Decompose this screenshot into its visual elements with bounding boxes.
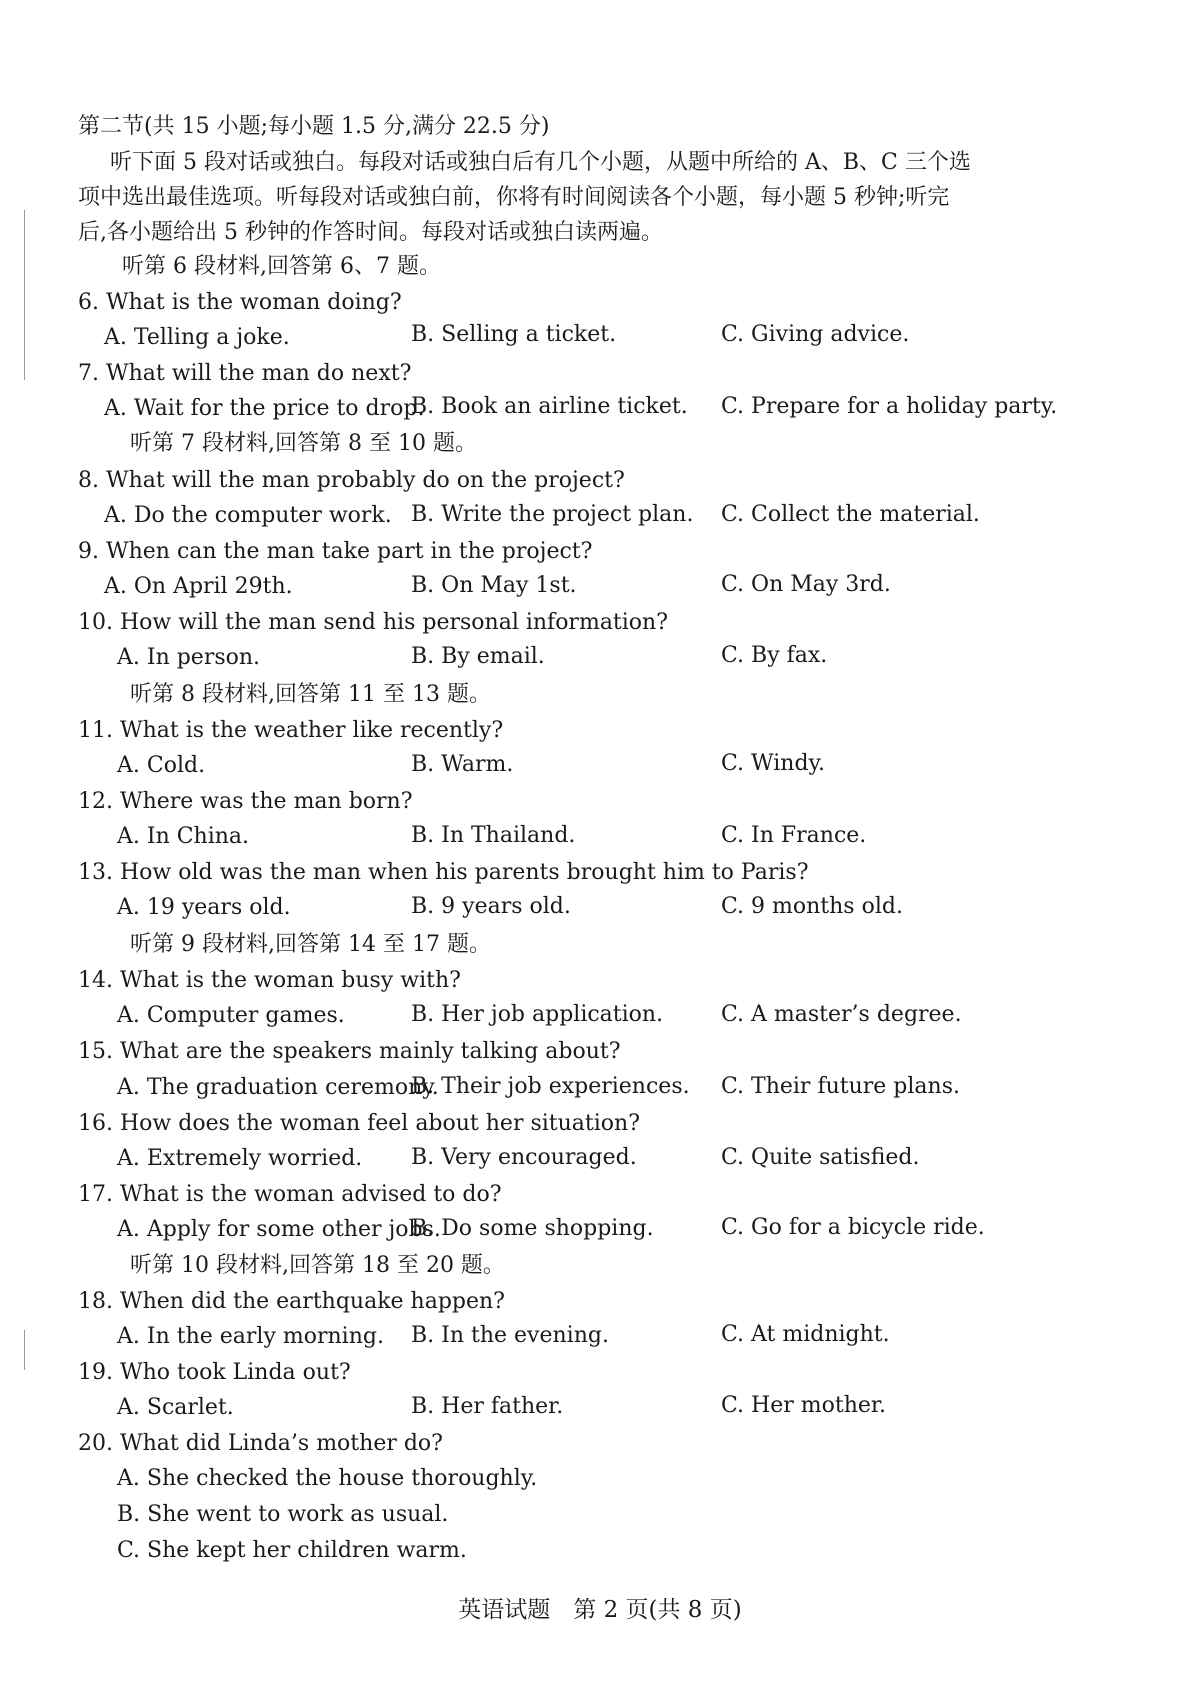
question-11-option-a: A. Cold. — [117, 753, 206, 778]
question-17-option-a: A. Apply for some other jobs. — [117, 1217, 441, 1242]
question-16-option-a: A. Extremely worried. — [117, 1146, 363, 1171]
question-18-stem: 18. When did the earthquake happen? — [78, 1289, 505, 1314]
question-7-option-c: C. Prepare for a holiday party. — [721, 394, 1058, 419]
instructions-line-3: 后,各小题给出 5 秒钟的作答时间。每段对话或独白读两遍。 — [78, 220, 663, 245]
question-13-option-c: C. 9 months old. — [721, 894, 903, 919]
material-heading-6: 听第 6 段材料,回答第 6、7 题。 — [122, 254, 441, 279]
question-18-option-a: A. In the early morning. — [117, 1324, 384, 1349]
question-11-stem: 11. What is the weather like recently? — [78, 718, 504, 743]
question-6-option-c: C. Giving advice. — [721, 322, 910, 347]
instructions-line-2: 项中选出最佳选项。听每段对话或独白前，你将有时间阅读各个小题，每小题 5 秒钟;听完 — [78, 185, 950, 210]
section-title: 第二节(共 15 小题;每小题 1.5 分,满分 22.5 分) — [78, 114, 550, 139]
question-6-option-b: B. Selling a ticket. — [411, 322, 617, 347]
question-10-option-a: A. In person. — [117, 645, 261, 670]
question-7-option-a: A. Wait for the price to drop. — [104, 396, 425, 421]
material-heading-8: 听第 8 段材料,回答第 11 至 13 题。 — [130, 682, 491, 707]
question-17-stem: 17. What is the woman advised to do? — [78, 1182, 502, 1207]
question-9-stem: 9. When can the man take part in the project? — [78, 539, 593, 564]
question-9-option-b: B. On May 1st. — [411, 573, 577, 598]
question-8-option-a: A. Do the computer work. — [104, 503, 392, 528]
question-6-stem: 6. What is the woman doing? — [78, 290, 402, 315]
page-footer: 英语试题 第 2 页(共 8 页) — [458, 1597, 742, 1623]
question-10-option-c: C. By fax. — [721, 643, 828, 668]
question-12-option-a: A. In China. — [117, 824, 250, 849]
question-20-option-a: A. She checked the house thoroughly. — [117, 1466, 538, 1491]
question-7-stem: 7. What will the man do next? — [78, 361, 412, 386]
question-6-option-a: A. Telling a joke. — [104, 325, 290, 350]
question-9-option-a: A. On April 29th. — [104, 574, 293, 599]
question-14-stem: 14. What is the woman busy with? — [78, 968, 461, 993]
question-10-stem: 10. How will the man send his personal information? — [78, 610, 669, 635]
question-13-option-a: A. 19 years old. — [117, 895, 291, 920]
question-14-option-c: C. A master’s degree. — [721, 1002, 962, 1027]
question-15-option-a: A. The graduation ceremony. — [117, 1075, 439, 1100]
question-19-option-c: C. Her mother. — [721, 1393, 886, 1418]
question-12-stem: 12. Where was the man born? — [78, 789, 413, 814]
question-9-option-c: C. On May 3rd. — [721, 572, 891, 597]
question-18-option-b: B. In the evening. — [411, 1323, 609, 1348]
material-heading-7: 听第 7 段材料,回答第 8 至 10 题。 — [130, 431, 477, 456]
question-16-option-b: B. Very encouraged. — [411, 1145, 637, 1170]
question-15-option-b: B. Their job experiences. — [411, 1074, 690, 1099]
question-17-option-c: C. Go for a bicycle ride. — [721, 1215, 985, 1240]
scan-edge-line — [24, 210, 25, 380]
question-17-option-b: B. Do some shopping. — [411, 1216, 654, 1241]
question-13-stem: 13. How old was the man when his parents brought him to Paris? — [78, 860, 809, 885]
question-13-option-b: B. 9 years old. — [411, 894, 571, 919]
question-8-stem: 8. What will the man probably do on the project? — [78, 468, 625, 493]
question-15-stem: 15. What are the speakers mainly talking about? — [78, 1039, 621, 1064]
question-7-option-b: B. Book an airline ticket. — [411, 394, 688, 419]
question-12-option-c: C. In France. — [721, 823, 867, 848]
question-11-option-b: B. Warm. — [411, 752, 514, 777]
question-19-option-b: B. Her father. — [411, 1394, 564, 1419]
question-15-option-c: C. Their future plans. — [721, 1074, 960, 1099]
question-8-option-c: C. Collect the material. — [721, 502, 980, 527]
question-16-stem: 16. How does the woman feel about her situation? — [78, 1111, 640, 1136]
question-11-option-c: C. Windy. — [721, 751, 826, 776]
question-20-stem: 20. What did Linda’s mother do? — [78, 1431, 443, 1456]
question-16-option-c: C. Quite satisfied. — [721, 1145, 920, 1170]
question-12-option-b: B. In Thailand. — [411, 823, 576, 848]
question-18-option-c: C. At midnight. — [721, 1322, 890, 1347]
question-19-stem: 19. Who took Linda out? — [78, 1360, 351, 1385]
question-10-option-b: B. By email. — [411, 644, 545, 669]
instructions-line-1: 听下面 5 段对话或独白。每段对话或独白后有几个小题，从题中所给的 A、B、C 三个选 — [110, 150, 971, 175]
material-heading-9: 听第 9 段材料,回答第 14 至 17 题。 — [130, 932, 491, 957]
question-8-option-b: B. Write the project plan. — [411, 502, 694, 527]
question-19-option-a: A. Scarlet. — [117, 1395, 234, 1420]
scan-edge-line — [24, 1330, 25, 1370]
question-14-option-a: A. Computer games. — [117, 1003, 345, 1028]
question-20-option-b: B. She went to work as usual. — [117, 1502, 449, 1527]
question-14-option-b: B. Her job application. — [411, 1002, 664, 1027]
question-20-option-c: C. She kept her children warm. — [117, 1538, 467, 1563]
material-heading-10: 听第 10 段材料,回答第 18 至 20 题。 — [130, 1253, 505, 1278]
